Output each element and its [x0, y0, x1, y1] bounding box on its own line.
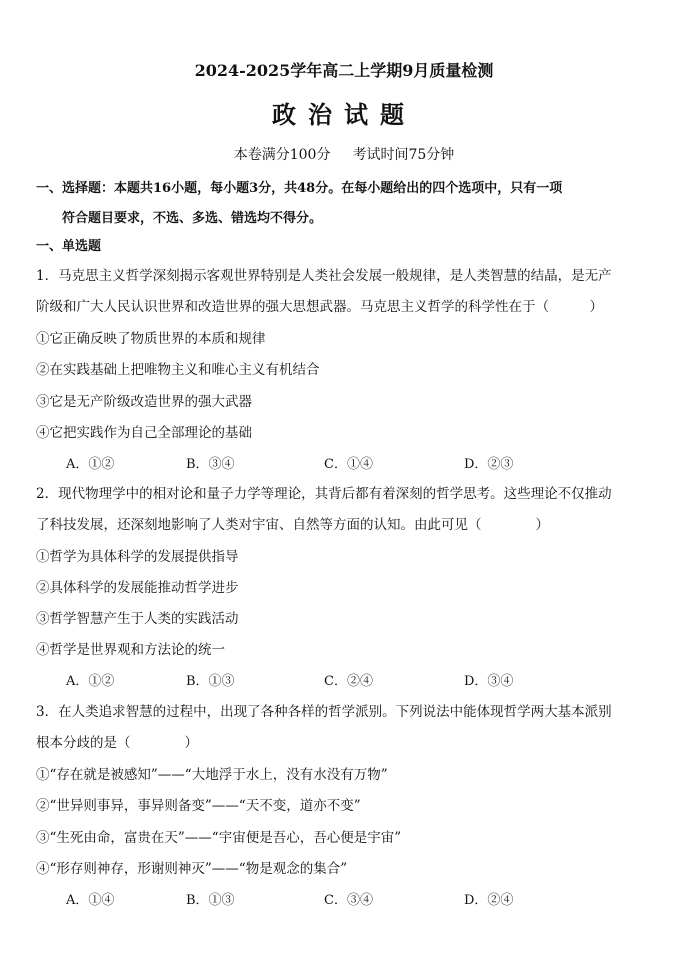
q2-item-4: ④哲学是世界观和方法论的统一 [36, 642, 225, 658]
q2-item-1: ①哲学为具体科学的发展提供指导 [36, 549, 239, 565]
q1-option-d: D．②③ [464, 457, 514, 472]
exam-title: 2024-2025学年高二上学期9月质量检测 [194, 61, 494, 80]
q1-item-1: ①它正确反映了物质世界的本质和规律 [36, 331, 266, 347]
exam-meta [0, 144, 688, 164]
subject-title: 政治试题 [272, 100, 416, 129]
section-instructions-line2: 符合题目要求，不选、多选、错选均不得分。 [62, 211, 323, 226]
q2-option-c: C．②④ [324, 674, 373, 689]
q3-option-a: A．①④ [66, 893, 115, 908]
q3-item-2: ②“世异则事异，事异则备变”——“天不变，道亦不变” [36, 798, 361, 814]
q2-option-b: B．①③ [186, 674, 235, 689]
q1-item-2: ②在实践基础上把唯物主义和唯心主义有机结合 [36, 362, 320, 378]
section-instructions-line1: 一、选择题：本题共16小题，每小题3分，共48分。在每小题给出的四个选项中，只有一项 [36, 181, 563, 196]
q2-option-a: A．①② [66, 674, 115, 689]
q2-option-d: D．③④ [464, 674, 514, 689]
q1-option-a: A．①② [66, 457, 115, 472]
q3-option-d: D．②④ [464, 893, 514, 908]
q3-option-b: B．①③ [186, 893, 235, 908]
q1-stem-line1: 1．马克思主义哲学深刻揭示客观世界特别是人类社会发展一般规律，是人类智慧的结晶，是无产 [36, 268, 612, 284]
q2-stem-line1: 2．现代物理学中的相对论和量子力学等理论，其背后都有着深刻的哲学思考。这些理论不仅推动 [36, 486, 612, 502]
q3-stem-line1: 3．在人类追求智慧的过程中，出现了各种各样的哲学派别。下列说法中能体现哲学两大基本派别 [36, 704, 612, 720]
q1-item-4: ④它把实践作为自己全部理论的基础 [36, 425, 252, 441]
time-note: 考试时间75分钟 [352, 147, 455, 163]
q1-stem-line2: 阶级和广大人民认识世界和改造世界的强大思想武器。马克思主义哲学的科学性在于（ ） [36, 299, 603, 315]
q3-option-c: C．③④ [324, 893, 373, 908]
subsection-title: 一、单选题 [36, 239, 102, 254]
q3-item-3: ③“生死由命，富贵在天”——“宇宙便是吾心，吾心便是宇宙” [36, 830, 402, 846]
q3-item-1: ①“存在就是被感知”——“大地浮于水上，没有水没有万物” [36, 767, 388, 783]
q3-item-4: ④“形存则神存，形谢则神灭”——“物是观念的集合” [36, 861, 348, 877]
q2-item-3: ③哲学智慧产生于人类的实践活动 [36, 611, 239, 627]
q1-item-3: ③它是无产阶级改造世界的强大武器 [36, 394, 252, 410]
q2-item-2: ②具体科学的发展能推动哲学进步 [36, 580, 239, 596]
q1-option-b: B．③④ [186, 457, 235, 472]
q3-stem-line2: 根本分歧的是（ ） [36, 735, 198, 751]
score-note: 本卷满分100分 [233, 147, 331, 163]
section-instructions [36, 174, 656, 234]
q2-stem-line2: 了科技发展，还深刻地影响了人类对宇宙、自然等方面的认知。由此可见（ ） [36, 517, 549, 533]
q1-option-c: C．①④ [324, 457, 373, 472]
